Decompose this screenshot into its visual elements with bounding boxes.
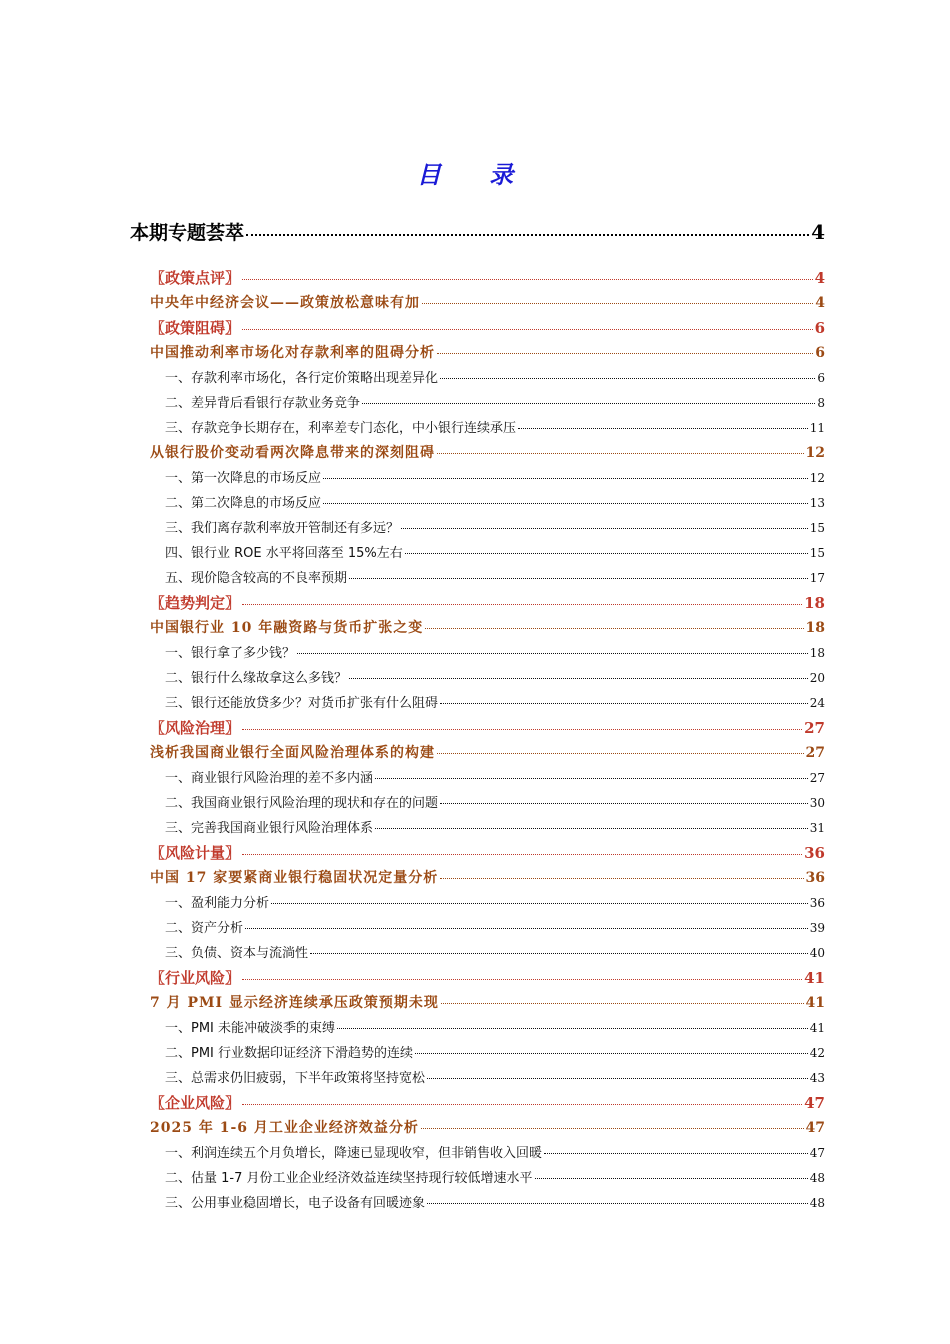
toc-subsection-entry[interactable]: [130, 1067, 825, 1092]
toc-page-number: 4: [814, 269, 825, 287]
toc-page-number: 39: [809, 921, 825, 935]
toc-entry-text: 浅析我国商业银行全面风险治理体系的构建: [150, 745, 435, 761]
toc-page-number: 12: [805, 445, 825, 461]
toc-section-entry[interactable]: [130, 717, 825, 742]
toc-page-number: 18: [809, 646, 825, 660]
toc-dot-leader: [440, 703, 808, 704]
toc-article-entry[interactable]: [130, 442, 825, 467]
toc-entry-text: 〖趋势判定〗: [150, 594, 241, 612]
toc-dot-leader: [349, 578, 808, 579]
toc-page-number: 43: [809, 1071, 825, 1085]
toc-dot-leader: [242, 729, 802, 730]
toc-subsection-entry[interactable]: [130, 542, 825, 567]
toc-entry-text: 二、差异背后看银行存款业务竞争: [165, 396, 361, 411]
toc-page-number: 27: [805, 745, 825, 761]
toc-dot-leader: [437, 353, 813, 354]
toc-article-entry[interactable]: [130, 742, 825, 767]
toc-subsection-entry[interactable]: [130, 492, 825, 517]
toc-dot-leader: [518, 428, 808, 429]
toc-dot-leader: [242, 1104, 802, 1105]
toc-entry-text: 2025 年 1-6 月工业企业经济效益分析: [150, 1120, 419, 1136]
toc-dot-leader: [242, 979, 802, 980]
toc-entry-text: 〖风险治理〗: [150, 719, 241, 737]
toc-entry-text: 7 月 PMI 显示经济连续承压政策预期未现: [150, 995, 439, 1011]
toc-main-entry[interactable]: [130, 218, 825, 250]
toc-page-number: 48: [809, 1171, 825, 1185]
toc-page-number: 27: [809, 771, 825, 785]
toc-entry-text: 中国 17 家要紧商业银行稳固状况定量分析: [150, 870, 439, 886]
toc-subsection-entry[interactable]: [130, 1142, 825, 1167]
toc-entry-text: 中国推动利率市场化对存款利率的阻碍分析: [150, 345, 435, 361]
toc-page-number: 42: [809, 1046, 825, 1060]
toc-subsection-entry[interactable]: [130, 692, 825, 717]
toc-section-entry[interactable]: [130, 842, 825, 867]
toc-dot-leader: [422, 303, 813, 304]
toc-entry-text: 〖政策阻碍〗: [150, 319, 241, 337]
toc-section-entry[interactable]: [130, 267, 825, 292]
toc-page-number: 11: [809, 421, 825, 435]
toc-subsection-entry[interactable]: [130, 517, 825, 542]
toc-subsection-entry[interactable]: [130, 792, 825, 817]
toc-page-number: 31: [809, 821, 825, 835]
toc-dot-leader: [437, 753, 804, 754]
toc-entry-text: 〖企业风险〗: [150, 1094, 241, 1112]
toc-entry-text: 三、完善我国商业银行风险治理体系: [165, 821, 374, 836]
toc-dot-leader: [242, 604, 802, 605]
toc-page-number: 47: [805, 1120, 825, 1136]
toc-page-number: 18: [805, 620, 825, 636]
toc-page-number: 47: [809, 1146, 825, 1160]
toc-entry-text: 本期专题荟萃: [130, 222, 245, 244]
toc-dot-leader: [405, 553, 808, 554]
toc-entry-text: 〖政策点评〗: [150, 269, 241, 287]
toc-dot-leader: [440, 803, 808, 804]
toc-page-number: 41: [805, 995, 825, 1011]
toc-entry-text: 二、PMI 行业数据印证经济下滑趋势的连续: [165, 1046, 414, 1061]
toc-entry-text: 二、第二次降息的市场反应: [165, 496, 322, 511]
toc-page-number: 36: [805, 870, 825, 886]
toc-dot-leader: [437, 453, 804, 454]
toc-page-number: 15: [809, 521, 825, 535]
toc-section-entry[interactable]: [130, 317, 825, 342]
toc-entry-text: 一、利润连续五个月负增长，降速已显现收窄，但非销售收入回暖: [165, 1146, 543, 1161]
toc-dot-leader: [440, 878, 803, 879]
toc-entry-text: 〖行业风险〗: [150, 969, 241, 987]
toc-entry-text: 一、商业银行风险治理的差不多内涵: [165, 771, 374, 786]
toc-article-entry[interactable]: [130, 1117, 825, 1142]
toc-subsection-entry[interactable]: [130, 667, 825, 692]
toc-entry-text: 二、资产分析: [165, 921, 244, 936]
toc-page-number: 48: [809, 1196, 825, 1210]
toc-dot-leader: [425, 628, 803, 629]
toc-entry-text: 三、公用事业稳固增长，电子设备有回暖迹象: [165, 1196, 426, 1211]
toc-entry-text: 从银行股价变动看两次降息带来的深刻阻碍: [150, 445, 435, 461]
toc-dot-leader: [297, 653, 808, 654]
toc-entry-text: 三、负债、资本与流淌性: [165, 946, 309, 961]
toc-entry-text: 二、我国商业银行风险治理的现状和存在的问题: [165, 796, 439, 811]
toc-section-entry[interactable]: [130, 1092, 825, 1117]
toc-dot-leader: [421, 1128, 804, 1129]
toc-subsection-entry[interactable]: [130, 1167, 825, 1192]
toc-dot-leader: [323, 478, 808, 479]
toc-dot-leader: [323, 503, 808, 504]
toc-subsection-entry[interactable]: [130, 892, 825, 917]
toc-entry-text: 中国银行业 10 年融资路与货币扩张之变: [150, 620, 424, 636]
toc-dot-leader: [415, 1053, 808, 1054]
toc-page-number: 6: [814, 319, 825, 337]
toc-entry-text: 三、我们离存款利率放开管制还有多远？: [165, 521, 400, 536]
toc-page-number: 8: [817, 396, 825, 410]
toc-subsection-entry[interactable]: [130, 1042, 825, 1067]
toc-page-number: 41: [809, 1021, 825, 1035]
toc-entry-text: 四、银行业 ROE 水平将回落至 15%左右: [165, 546, 403, 561]
toc-article-entry[interactable]: [130, 292, 825, 317]
toc-dot-leader: [271, 903, 808, 904]
toc-dot-leader: [310, 953, 808, 954]
toc-entry-text: 一、盈利能力分析: [165, 896, 270, 911]
toc-page-number: 4: [811, 220, 825, 244]
toc-subsection-entry[interactable]: [130, 767, 825, 792]
toc-entry-text: 中央年中经济会议——政策放松意味有加: [150, 295, 420, 311]
toc-entry-text: 一、第一次降息的市场反应: [165, 471, 322, 486]
toc-dot-leader: [242, 329, 813, 330]
toc-dot-leader: [337, 1028, 808, 1029]
toc-subsection-entry[interactable]: [130, 392, 825, 417]
toc-dot-leader: [375, 778, 808, 779]
toc-page-number: 18: [804, 594, 825, 612]
toc-entry-text: 〖风险计量〗: [150, 844, 241, 862]
toc-entry-text: 三、存款竞争长期存在，利率差专门态化，中小银行连续承压: [165, 421, 517, 436]
toc-dot-leader: [401, 528, 808, 529]
toc-page-number: 24: [809, 696, 825, 710]
toc-dot-leader: [440, 378, 815, 379]
toc-subsection-entry[interactable]: [130, 942, 825, 967]
toc-page-number: 6: [817, 371, 825, 385]
toc-page-number: 36: [809, 896, 825, 910]
toc-page-number: 4: [815, 295, 825, 311]
toc-entry-text: 一、存款利率市场化，各行定价策略出现差异化: [165, 371, 439, 386]
toc-dot-leader: [245, 928, 808, 929]
toc-page-number: 6: [815, 345, 825, 361]
toc-entry-text: 三、总需求仍旧疲弱，下半年政策将坚持宽松: [165, 1071, 426, 1086]
toc-page-number: 15: [809, 546, 825, 560]
toc-dot-leader: [349, 678, 808, 679]
toc-dot-leader: [375, 828, 808, 829]
toc-page-number: 30: [809, 796, 825, 810]
toc-entry-text: 一、银行拿了多少钱？: [165, 646, 296, 661]
toc-page-number: 40: [809, 946, 825, 960]
toc-page-number: 17: [809, 571, 825, 585]
toc-subsection-entry[interactable]: [130, 417, 825, 442]
toc-entry-text: 二、银行什么缘故拿这么多钱？: [165, 671, 348, 686]
toc-entry-text: 三、银行还能放贷多少？对货币扩张有什么阻碍: [165, 696, 439, 711]
toc-subsection-entry[interactable]: [130, 817, 825, 842]
toc-dot-leader: [535, 1178, 808, 1179]
toc-article-entry[interactable]: [130, 992, 825, 1017]
toc-dot-leader: [242, 854, 802, 855]
table-of-contents: [130, 218, 825, 1217]
toc-page-number: 20: [809, 671, 825, 685]
toc-page-number: 36: [804, 844, 825, 862]
toc-dot-leader: [544, 1153, 808, 1154]
toc-page-number: 47: [804, 1094, 825, 1112]
toc-dot-leader: [427, 1078, 808, 1079]
toc-page-number: 13: [809, 496, 825, 510]
toc-page-number: 41: [804, 969, 825, 987]
toc-article-entry[interactable]: [130, 342, 825, 367]
toc-entry-text: 一、PMI 未能冲破淡季的束缚: [165, 1021, 336, 1036]
toc-article-entry[interactable]: [130, 867, 825, 892]
toc-dot-leader: [427, 1203, 808, 1204]
toc-section-entry[interactable]: [130, 592, 825, 617]
toc-subsection-entry[interactable]: [130, 367, 825, 392]
toc-dot-leader: [362, 403, 815, 404]
toc-entry-text: 二、估量 1-7 月份工业企业经济效益连续坚持现行较低增速水平: [165, 1171, 533, 1186]
toc-subsection-entry[interactable]: [130, 917, 825, 942]
toc-subsection-entry[interactable]: [130, 567, 825, 592]
toc-subsection-entry[interactable]: [130, 642, 825, 667]
toc-subsection-entry[interactable]: [130, 467, 825, 492]
toc-dot-leader: [246, 234, 809, 236]
toc-dot-leader: [242, 279, 813, 280]
toc-dot-leader: [441, 1003, 804, 1004]
toc-article-entry[interactable]: [130, 617, 825, 642]
toc-title: 目 录: [416, 160, 534, 189]
toc-section-entry[interactable]: [130, 967, 825, 992]
toc-subsection-entry[interactable]: [130, 1192, 825, 1217]
toc-page-number: 27: [804, 719, 825, 737]
toc-entry-text: 五、现价隐含较高的不良率预期: [165, 571, 348, 586]
toc-subsection-entry[interactable]: [130, 1017, 825, 1042]
toc-page-number: 12: [809, 471, 825, 485]
